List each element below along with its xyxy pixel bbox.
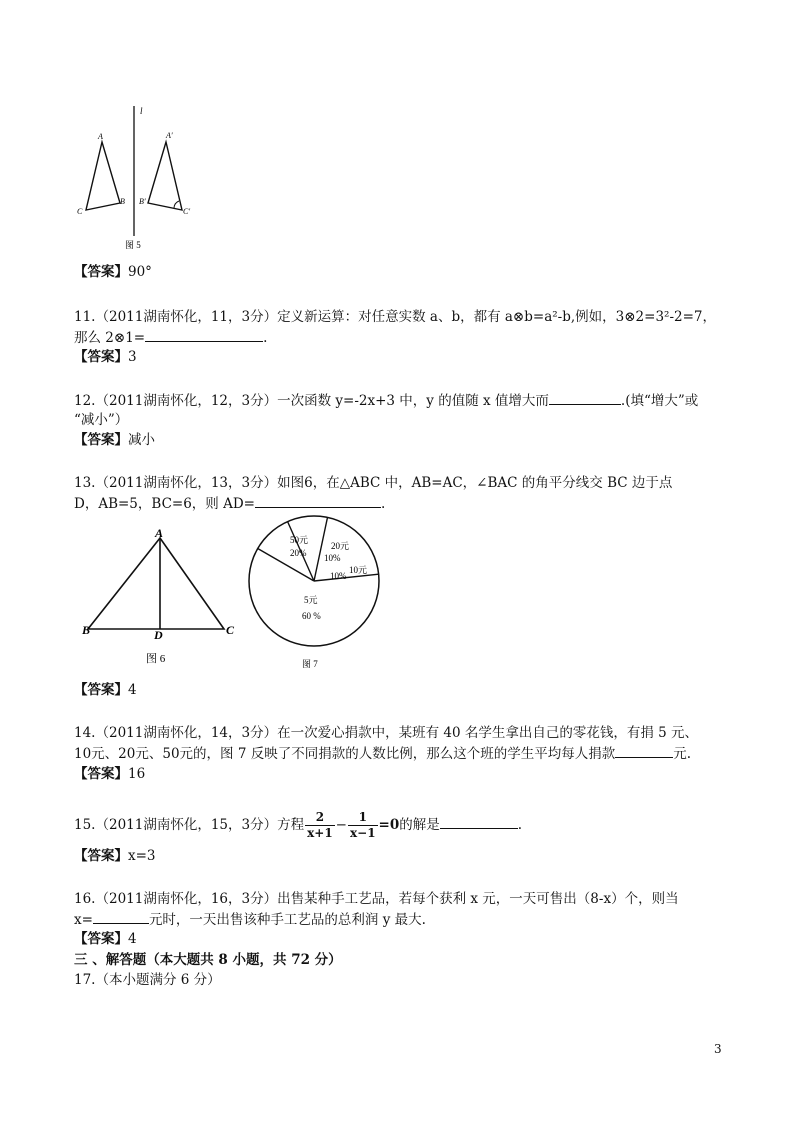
question-number: 13.: [74, 475, 96, 491]
vertex-a: A: [98, 132, 103, 141]
answer-value: 4: [128, 931, 137, 947]
figure-5-caption: 图 5: [125, 240, 141, 250]
question-text: （2011湖南怀化，14，3分）在一次爱心捐款中，某班有 40 名学生拿出自己的零花钱，有捐 5 元、: [95, 725, 699, 741]
question-text: （2011湖南怀化，12，3分）一次函数 y=-2x+3 中，y 的值随 x 值增大而: [95, 393, 549, 409]
q10-answer: [74, 262, 152, 282]
vertex-a-fig6: A: [155, 526, 164, 540]
equals-zero: =0: [378, 817, 400, 833]
answer-label: 【答案】: [74, 931, 128, 947]
question-text: 那么 2⊗1=: [74, 330, 146, 346]
question-text: （2011湖南怀化，16，3分）出售某种手工艺品，若每个获利 x 元，一天可售出（8-x）个，则当: [95, 891, 679, 907]
question-text: .(填“增大”或: [620, 393, 699, 409]
answer-label: 【答案】: [74, 432, 128, 448]
question-text: 10元、20元、50元的，图 7 反映了不同捐款的人数比例，那么这个班的学生平均每人捐款: [74, 746, 616, 762]
q12-line-1: [74, 390, 698, 411]
vertex-b: B: [120, 197, 125, 206]
question-text: .: [263, 330, 268, 346]
answer-blank: [440, 814, 518, 829]
question-text: .: [380, 496, 386, 512]
figure-6: [78, 525, 248, 673]
slice-20-label: 20元: [331, 541, 350, 551]
slice-10-label: 10元: [349, 565, 368, 575]
question-text: 元.: [673, 746, 692, 762]
answer-value: x=3: [128, 848, 156, 864]
slice-10-percent: 10%: [330, 571, 347, 581]
answer-value: 16: [128, 766, 146, 782]
q12-line-2: [74, 410, 128, 430]
answer-blank: [145, 327, 263, 342]
question-text: 的解是: [399, 817, 440, 833]
fraction-2-over-x-plus-1: [305, 810, 335, 841]
slice-5-percent: 60 %: [302, 611, 321, 621]
question-text: （2011湖南怀化，11，3分）定义新运算：对任意实数 a、b，都有 a⊗b=a²-b,例如，3⊗2=3²-2=7，: [95, 309, 717, 325]
answer-label: 【答案】: [74, 766, 128, 782]
fraction-1-over-x-minus-1: [348, 810, 378, 841]
question-number: 11.: [74, 309, 96, 325]
vertex-b-fig6: B: [82, 623, 91, 637]
question-text: （2011湖南怀化，15，3分）方程: [95, 817, 305, 833]
answer-blank: [615, 743, 673, 758]
answer-value: 90°: [128, 264, 152, 280]
slice-5-label: 5元: [304, 595, 318, 605]
q13-line-2: [74, 493, 385, 514]
vertex-b-prime: B′: [139, 197, 146, 206]
question-text: x=: [74, 912, 93, 928]
answer-value: 减小: [128, 432, 155, 448]
q11-answer: [74, 347, 137, 367]
vertex-a-prime: A′: [166, 131, 173, 140]
question-text: .: [517, 817, 523, 833]
question-number: 12.: [74, 393, 96, 409]
q15-line-1: [74, 808, 522, 842]
fraction-numerator: 1: [348, 810, 378, 826]
q16-answer: [74, 929, 137, 949]
figure-7-caption: 图 7: [302, 659, 318, 669]
answer-value: 3: [128, 349, 137, 365]
vertex-d-fig6: D: [154, 628, 163, 642]
slice-20-percent: 10%: [324, 553, 341, 563]
figure-7-pie-chart: [246, 515, 386, 675]
axis-label-l: l: [140, 106, 143, 116]
question-number: 15.: [74, 817, 96, 833]
vertex-c: C: [77, 207, 83, 216]
triangle-abc-fig6: [88, 538, 224, 629]
q15-answer: [74, 846, 156, 866]
figure-5: [70, 100, 210, 260]
q13-answer: [74, 680, 137, 700]
triangle-abc: [86, 142, 120, 210]
answer-value: 4: [128, 682, 137, 698]
answer-blank: [549, 390, 621, 405]
answer-label: 【答案】: [74, 349, 128, 365]
q11-line-2: [74, 327, 267, 348]
answer-blank: [93, 909, 149, 924]
question-text: D，AB=5，BC=6，则 AD=: [74, 496, 255, 512]
section-3-heading: 三 、解答题（本大题共 8 小题，共 72 分）: [74, 952, 342, 968]
fraction-numerator: 2: [305, 810, 335, 826]
question-text: （2011湖南怀化，13，3分）如图6，在△ABC 中，AB=AC，∠BAC 的角平分线交 BC 边于点: [95, 475, 673, 491]
angle-mark-c-prime: [174, 201, 179, 208]
answer-label: 【答案】: [74, 264, 128, 280]
q13-line-1: [74, 473, 672, 493]
answer-blank: [255, 493, 381, 508]
q14-line-2: [74, 743, 691, 764]
question-text: “减小”）: [74, 412, 129, 428]
q16-line-1: [74, 889, 679, 909]
question-text: 元时，一天出售该种手工艺品的总利润 y 最大.: [148, 912, 426, 928]
answer-label: 【答案】: [74, 848, 128, 864]
fraction-denominator: x−1: [349, 826, 376, 840]
q16-line-2: [74, 909, 426, 930]
question-number: 14.: [74, 725, 96, 741]
figure-6-caption: 图 6: [146, 653, 166, 665]
answer-label: 【答案】: [74, 682, 128, 698]
fraction-denominator: x+1: [307, 826, 333, 840]
slice-50-percent: 20%: [290, 548, 307, 558]
q14-answer: [74, 764, 145, 784]
q17-heading: 17.（本小题满分 6 分）: [74, 972, 221, 988]
slice-50-label: 50元: [290, 535, 309, 545]
minus-sign: −: [335, 817, 347, 833]
q11-line-1: [74, 307, 716, 327]
vertex-c-prime: C′: [183, 207, 191, 216]
question-number: 16.: [74, 891, 96, 907]
q14-line-1: [74, 723, 698, 743]
page-number: 3: [714, 1042, 722, 1056]
vertex-c-fig6: C: [226, 623, 235, 637]
q12-answer: [74, 430, 155, 450]
triangle-abc-prime: [148, 142, 182, 210]
pie-slice-boundary-4: [314, 517, 328, 581]
